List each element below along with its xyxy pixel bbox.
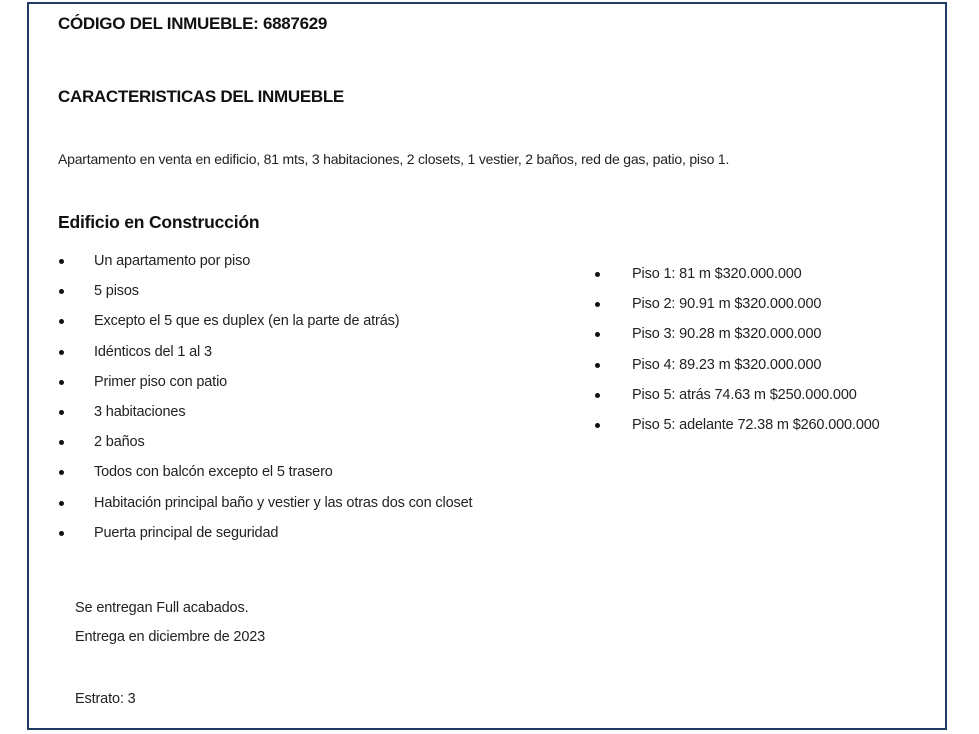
bullet-icon (59, 410, 64, 415)
bullet-icon (595, 423, 600, 428)
bullet-icon (595, 393, 600, 398)
bullet-icon (595, 272, 600, 277)
list-item-label: Idénticos del 1 al 3 (94, 343, 212, 360)
bullet-icon (59, 350, 64, 355)
list-item-label: Un apartamento por piso (94, 253, 251, 269)
floor-price-label: Piso 1: 81 m $320.000.000 (632, 266, 802, 282)
delivery-note: Entrega en diciembre de 2023 (75, 629, 266, 645)
floor-price-label: Piso 2: 90.91 m $320.000.000 (632, 296, 822, 313)
list-item-label: Puerta principal de seguridad (94, 524, 279, 541)
bullet-icon (59, 531, 64, 536)
list-item-label: 2 baños (94, 434, 145, 451)
list-item-label: Habitación principal baño y vestier y las otras dos con closet (94, 494, 473, 511)
stratum-note: Estrato: 3 (75, 691, 136, 707)
building-heading: Edificio en Construcción (58, 212, 260, 232)
bullet-icon (59, 259, 64, 264)
floor-price-label: Piso 5: adelante 72.38 m $260.000.000 (632, 416, 880, 433)
floor-price-label: Piso 3: 90.28 m $320.000.000 (632, 326, 822, 343)
features-heading: CARACTERISTICAS DEL INMUEBLE (58, 87, 344, 106)
bullet-icon (595, 363, 600, 368)
bullet-icon (59, 380, 64, 385)
list-item-label: Todos con balcón excepto el 5 trasero (94, 464, 333, 481)
property-description: Apartamento en venta en edificio, 81 mts, 3 habitaciones, 2 closets, 1 vestier, 2 baños, red de gas, patio, piso 1. (58, 151, 730, 167)
floor-price-label: Piso 4: 89.23 m $320.000.000 (632, 356, 822, 373)
list-item-label: Excepto el 5 que es duplex (en la parte de atrás) (94, 313, 400, 330)
floor-price-label: Piso 5: atrás 74.63 m $250.000.000 (632, 386, 857, 403)
property-code-heading: CÓDIGO DEL INMUEBLE: 6887629 (58, 14, 328, 33)
list-item-label: 3 habitaciones (94, 403, 186, 420)
list-item-label: 5 pisos (94, 283, 139, 300)
bullet-icon (59, 501, 64, 506)
finish-note: Se entregan Full acabados. (75, 600, 249, 616)
list-item-label: Primer piso con patio (94, 373, 228, 390)
